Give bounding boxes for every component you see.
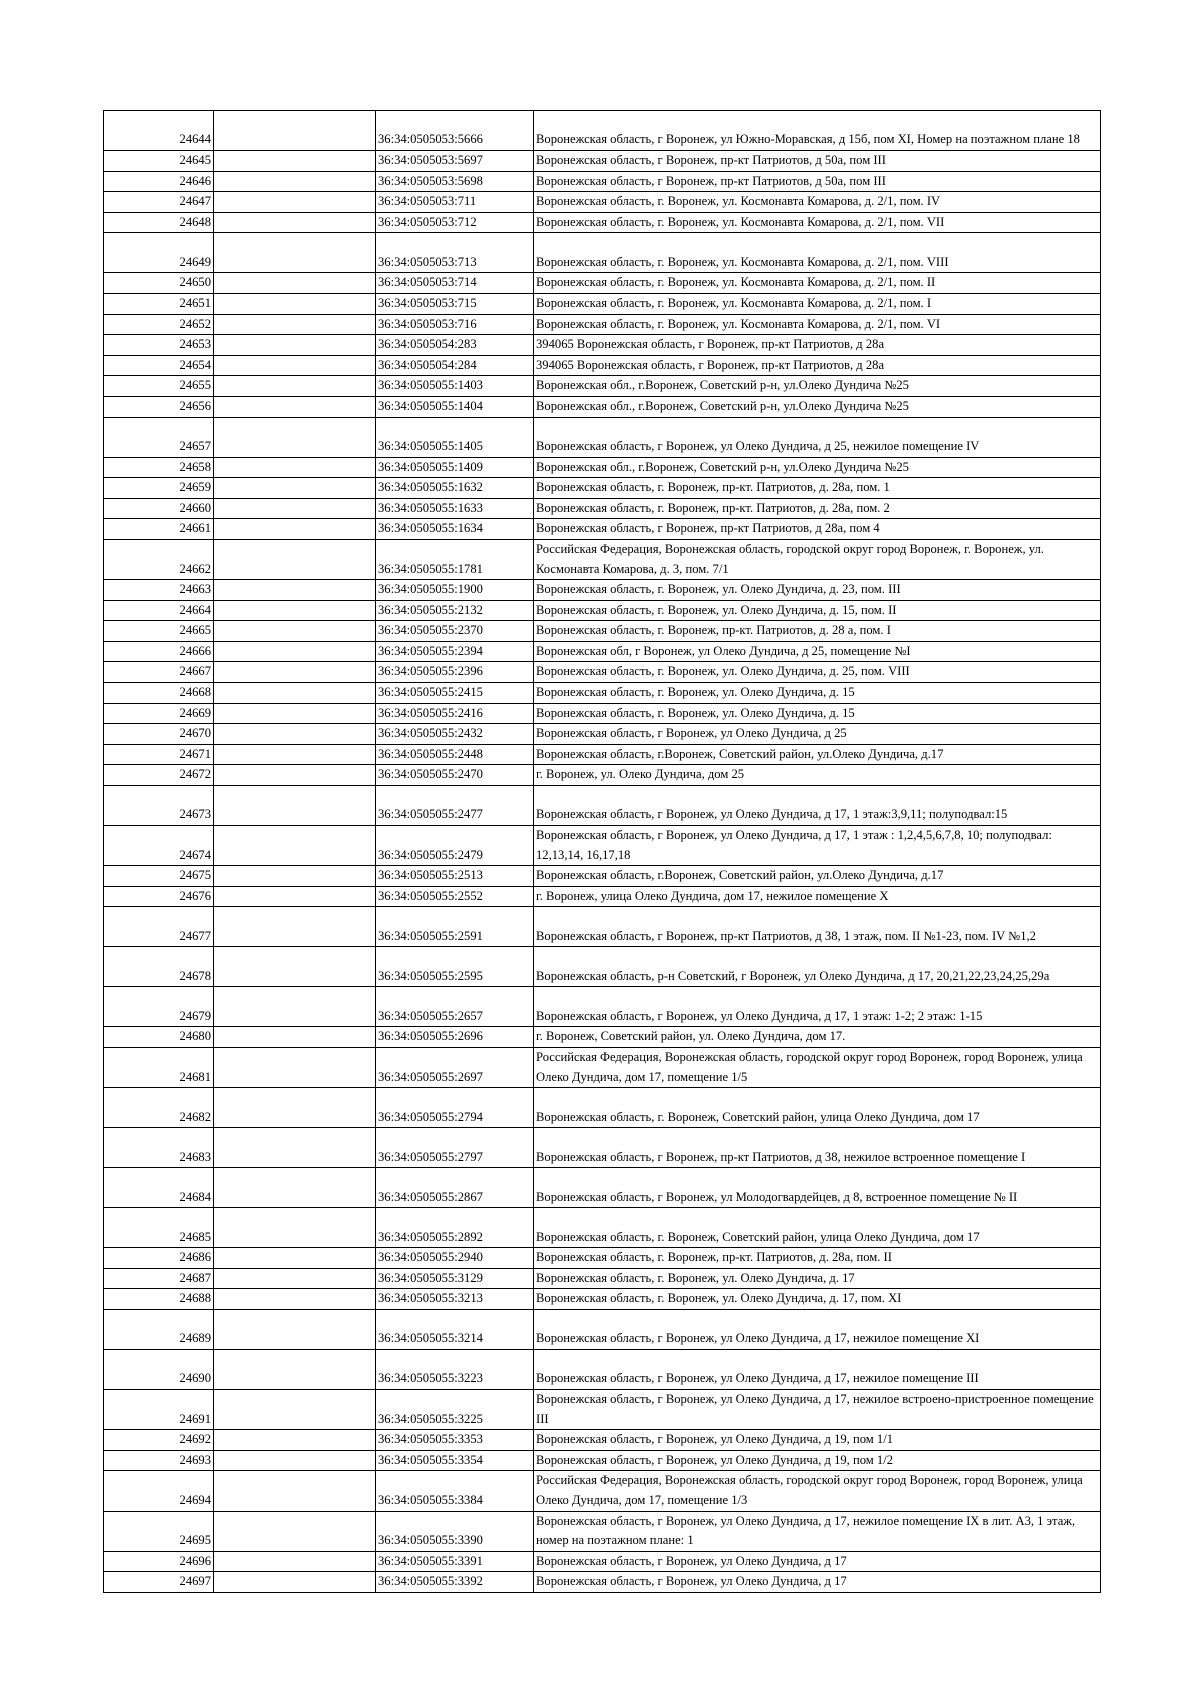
cadastral-number-cell: 36:34:0505055:3354 — [376, 1450, 534, 1471]
table-row — [104, 580, 1101, 601]
table-row — [104, 1551, 1101, 1572]
record-number-cell: 24693 — [104, 1450, 214, 1471]
empty-cell — [214, 826, 376, 866]
table-row — [104, 1471, 1101, 1511]
cadastral-number-cell: 36:34:0505055:2513 — [376, 866, 534, 887]
address-cell: Воронежская область, г Воронеж, ул Олеко Дундича, д 17, нежилое помещение XI — [534, 1309, 1101, 1349]
empty-cell — [214, 1268, 376, 1289]
empty-cell — [214, 662, 376, 683]
cadastral-number-cell: 36:34:0505055:2432 — [376, 724, 534, 745]
table-row — [104, 293, 1101, 314]
table-row — [104, 907, 1101, 947]
record-number-cell: 24647 — [104, 192, 214, 213]
record-number-cell: 24674 — [104, 826, 214, 866]
address-cell: Воронежская область, г Воронеж, ул Олеко Дундича, д 17, 1 этаж: 1-2; 2 этаж: 1-15 — [534, 987, 1101, 1027]
address-cell: Воронежская область, г Воронеж, ул Олеко Дундича, д 25 — [534, 724, 1101, 745]
cadastral-number-cell: 36:34:0505055:2448 — [376, 744, 534, 765]
record-number-cell: 24653 — [104, 335, 214, 356]
empty-cell — [214, 457, 376, 478]
table-row — [104, 621, 1101, 642]
empty-cell — [214, 1128, 376, 1168]
address-cell: Воронежская область, г Воронеж, ул Молодогвардейцев, д 8, встроенное помещение № II — [534, 1168, 1101, 1208]
table-row — [104, 662, 1101, 683]
table-row — [104, 866, 1101, 887]
empty-cell — [214, 621, 376, 642]
cadastral-number-cell: 36:34:0505055:1632 — [376, 478, 534, 499]
cadastral-number-cell: 36:34:0505055:2394 — [376, 641, 534, 662]
empty-cell — [214, 907, 376, 947]
cadastral-number-cell: 36:34:0505055:2416 — [376, 703, 534, 724]
record-number-cell: 24657 — [104, 417, 214, 457]
address-cell: Воронежская область, г. Воронеж, ул. Олеко Дундича, д. 15, пом. II — [534, 600, 1101, 621]
record-number-cell: 24692 — [104, 1430, 214, 1451]
cadastral-number-cell: 36:34:0505055:3214 — [376, 1309, 534, 1349]
table-row — [104, 703, 1101, 724]
table-row — [104, 987, 1101, 1027]
record-number-cell: 24672 — [104, 765, 214, 786]
cadastral-number-cell: 36:34:0505055:3129 — [376, 1268, 534, 1289]
address-cell: Воронежская обл, г Воронеж, ул Олеко Дундича, д 25, помещение №I — [534, 641, 1101, 662]
empty-cell — [214, 765, 376, 786]
table-row — [104, 947, 1101, 987]
address-cell: Российская Федерация, Воронежская область, городской округ город Воронеж, г. Воронеж, ул. Космонавта Комарова, д. 3, пом. 7/1 — [534, 539, 1101, 579]
table-row — [104, 1168, 1101, 1208]
empty-cell — [214, 171, 376, 192]
address-cell: г. Воронеж, ул. Олеко Дундича, дом 25 — [534, 765, 1101, 786]
address-cell: Воронежская область, г.Воронеж, Советский район, ул.Олеко Дундича, д.17 — [534, 744, 1101, 765]
cadastral-number-cell: 36:34:0505055:1405 — [376, 417, 534, 457]
address-cell: Воронежская область, г. Воронеж, ул. Олеко Дундича, д. 17 — [534, 1268, 1101, 1289]
table-row — [104, 826, 1101, 866]
address-cell: Воронежская область, г. Воронеж, ул. Космонавта Комарова, д. 2/1, пом. VIII — [534, 233, 1101, 273]
empty-cell — [214, 293, 376, 314]
address-cell: Воронежская область, г. Воронеж, пр-кт. Патриотов, д. 28а, пом. 1 — [534, 478, 1101, 499]
empty-cell — [214, 580, 376, 601]
record-number-cell: 24696 — [104, 1551, 214, 1572]
empty-cell — [214, 1027, 376, 1048]
cadastral-number-cell: 36:34:0505055:2470 — [376, 765, 534, 786]
address-cell: Воронежская область, г Воронеж, ул Олеко Дундича, д 25, нежилое помещение IV — [534, 417, 1101, 457]
table-row — [104, 1027, 1101, 1048]
record-number-cell: 24651 — [104, 293, 214, 314]
address-cell: Воронежская область, р-н Советский, г Воронеж, ул Олеко Дундича, д 17, 20,21,22,23,24,25,29а — [534, 947, 1101, 987]
cadastral-number-cell: 36:34:0505055:2415 — [376, 683, 534, 704]
record-number-cell: 24644 — [104, 111, 214, 151]
address-cell: Воронежская область, г Воронеж, ул Олеко Дундича, д 17, нежилое помещение IX в лит. А3, 1 этаж, номер на поэтажном плане: 1 — [534, 1511, 1101, 1551]
cadastral-number-cell: 36:34:0505055:3392 — [376, 1572, 534, 1593]
cadastral-number-cell: 36:34:0505055:2396 — [376, 662, 534, 683]
table-row — [104, 1248, 1101, 1269]
empty-cell — [214, 539, 376, 579]
address-cell: Воронежская область, г. Воронеж, Советский район, улица Олеко Дундича, дом 17 — [534, 1088, 1101, 1128]
record-number-cell: 24650 — [104, 273, 214, 294]
table-row — [104, 335, 1101, 356]
cadastral-number-cell: 36:34:0505054:283 — [376, 335, 534, 356]
record-number-cell: 24679 — [104, 987, 214, 1027]
address-cell: 394065 Воронежская область, г Воронеж, пр-кт Патриотов, д 28а — [534, 355, 1101, 376]
registry-table-body — [104, 111, 1101, 1593]
address-cell: Воронежская обл., г.Воронеж, Советский р-н, ул.Олеко Дундича №25 — [534, 396, 1101, 417]
empty-cell — [214, 417, 376, 457]
address-cell: г. Воронеж, Советский район, ул. Олеко Дундича, дом 17. — [534, 1027, 1101, 1048]
table-row — [104, 273, 1101, 294]
cadastral-number-cell: 36:34:0505055:2552 — [376, 886, 534, 907]
table-row — [104, 683, 1101, 704]
address-cell: Воронежская область, г Воронеж, пр-кт Патриотов, д 38, 1 этаж, пом. II №1-23, пом. IV №1,2 — [534, 907, 1101, 947]
cadastral-number-cell: 36:34:0505053:5698 — [376, 171, 534, 192]
cadastral-number-cell: 36:34:0505053:713 — [376, 233, 534, 273]
empty-cell — [214, 314, 376, 335]
cadastral-number-cell: 36:34:0505055:2696 — [376, 1027, 534, 1048]
table-row — [104, 1088, 1101, 1128]
address-cell: Воронежская область, г Воронеж, ул Олеко Дундича, д 19, пом 1/2 — [534, 1450, 1101, 1471]
address-cell: Воронежская область, г. Воронеж, пр-кт. Патриотов, д. 28 а, пом. I — [534, 621, 1101, 642]
empty-cell — [214, 641, 376, 662]
empty-cell — [214, 396, 376, 417]
address-cell: Воронежская область, г Воронеж, ул Олеко Дундича, д 17 — [534, 1551, 1101, 1572]
cadastral-number-cell: 36:34:0505055:2797 — [376, 1128, 534, 1168]
record-number-cell: 24663 — [104, 580, 214, 601]
empty-cell — [214, 1511, 376, 1551]
address-cell: Воронежская обл., г.Воронеж, Советский р-н, ул.Олеко Дундича №25 — [534, 376, 1101, 397]
cadastral-number-cell: 36:34:0505054:284 — [376, 355, 534, 376]
address-cell: Воронежская область, г Воронеж, ул Южно-Моравская, д 15б, пом XI, Номер на поэтажном плане 18 — [534, 111, 1101, 151]
cadastral-number-cell: 36:34:0505053:711 — [376, 192, 534, 213]
empty-cell — [214, 1248, 376, 1269]
address-cell: Воронежская область, г Воронеж, ул Олеко Дундича, д 19, пом 1/1 — [534, 1430, 1101, 1451]
empty-cell — [214, 273, 376, 294]
table-row — [104, 192, 1101, 213]
record-number-cell: 24652 — [104, 314, 214, 335]
cadastral-number-cell: 36:34:0505055:2892 — [376, 1208, 534, 1248]
record-number-cell: 24667 — [104, 662, 214, 683]
record-number-cell: 24654 — [104, 355, 214, 376]
cadastral-number-cell: 36:34:0505055:2940 — [376, 1248, 534, 1269]
address-cell: Воронежская область, г. Воронеж, ул. Олеко Дундича, д. 15 — [534, 683, 1101, 704]
record-number-cell: 24646 — [104, 171, 214, 192]
address-cell: Воронежская область, г Воронеж, пр-кт Патриотов, д 38, нежилое встроенное помещение I — [534, 1128, 1101, 1168]
cadastral-number-cell: 36:34:0505055:3223 — [376, 1349, 534, 1389]
record-number-cell: 24687 — [104, 1268, 214, 1289]
record-number-cell: 24645 — [104, 151, 214, 172]
table-row — [104, 1309, 1101, 1349]
empty-cell — [214, 987, 376, 1027]
address-cell: Воронежская область, г. Воронеж, пр-кт. Патриотов, д. 28а, пом. 2 — [534, 498, 1101, 519]
empty-cell — [214, 1208, 376, 1248]
empty-cell — [214, 1430, 376, 1451]
cadastral-number-cell: 36:34:0505055:1781 — [376, 539, 534, 579]
record-number-cell: 24655 — [104, 376, 214, 397]
cadastral-number-cell: 36:34:0505055:3390 — [376, 1511, 534, 1551]
table-row — [104, 1289, 1101, 1310]
cadastral-number-cell: 36:34:0505055:2595 — [376, 947, 534, 987]
empty-cell — [214, 1572, 376, 1593]
record-number-cell: 24686 — [104, 1248, 214, 1269]
table-row — [104, 1450, 1101, 1471]
empty-cell — [214, 744, 376, 765]
record-number-cell: 24691 — [104, 1389, 214, 1429]
cadastral-number-cell: 36:34:0505055:2794 — [376, 1088, 534, 1128]
cadastral-number-cell: 36:34:0505055:1403 — [376, 376, 534, 397]
record-number-cell: 24671 — [104, 744, 214, 765]
table-row — [104, 724, 1101, 745]
empty-cell — [214, 519, 376, 540]
empty-cell — [214, 1289, 376, 1310]
table-row — [104, 498, 1101, 519]
address-cell: Воронежская область, г. Воронеж, Советский район, улица Олеко Дундича, дом 17 — [534, 1208, 1101, 1248]
table-row — [104, 1430, 1101, 1451]
record-number-cell: 24656 — [104, 396, 214, 417]
empty-cell — [214, 212, 376, 233]
table-row — [104, 355, 1101, 376]
record-number-cell: 24694 — [104, 1471, 214, 1511]
cadastral-number-cell: 36:34:0505055:1404 — [376, 396, 534, 417]
empty-cell — [214, 498, 376, 519]
address-cell: Воронежская область, г Воронеж, ул Олеко Дундича, д 17, нежилое встроено-пристроенное помещение III — [534, 1389, 1101, 1429]
record-number-cell: 24668 — [104, 683, 214, 704]
cadastral-number-cell: 36:34:0505053:715 — [376, 293, 534, 314]
empty-cell — [214, 866, 376, 887]
cadastral-number-cell: 36:34:0505055:2370 — [376, 621, 534, 642]
address-cell: Воронежская область, г. Воронеж, ул. Космонавта Комарова, д. 2/1, пом. VII — [534, 212, 1101, 233]
table-row — [104, 1511, 1101, 1551]
empty-cell — [214, 335, 376, 356]
address-cell: Воронежская область, г Воронеж, пр-кт Патриотов, д 50а, пом III — [534, 171, 1101, 192]
empty-cell — [214, 1551, 376, 1572]
record-number-cell: 24678 — [104, 947, 214, 987]
table-row — [104, 111, 1101, 151]
empty-cell — [214, 947, 376, 987]
record-number-cell: 24669 — [104, 703, 214, 724]
record-number-cell: 24684 — [104, 1168, 214, 1208]
table-row — [104, 212, 1101, 233]
table-row — [104, 786, 1101, 826]
table-row — [104, 457, 1101, 478]
cadastral-number-cell: 36:34:0505055:1409 — [376, 457, 534, 478]
record-number-cell: 24660 — [104, 498, 214, 519]
record-number-cell: 24677 — [104, 907, 214, 947]
record-number-cell: 24689 — [104, 1309, 214, 1349]
cadastral-number-cell: 36:34:0505053:5666 — [376, 111, 534, 151]
table-row — [104, 233, 1101, 273]
table-row — [104, 1128, 1101, 1168]
empty-cell — [214, 600, 376, 621]
table-row — [104, 519, 1101, 540]
empty-cell — [214, 1450, 376, 1471]
record-number-cell: 24648 — [104, 212, 214, 233]
cadastral-number-cell: 36:34:0505055:3213 — [376, 1289, 534, 1310]
table-row — [104, 396, 1101, 417]
address-cell: Воронежская область, г. Воронеж, ул. Олеко Дундича, д. 25, пом. VIII — [534, 662, 1101, 683]
table-row — [104, 314, 1101, 335]
empty-cell — [214, 478, 376, 499]
empty-cell — [214, 355, 376, 376]
table-row — [104, 1268, 1101, 1289]
cadastral-number-cell: 36:34:0505055:3391 — [376, 1551, 534, 1572]
address-cell: Воронежская область, г Воронеж, пр-кт Патриотов, д 50а, пом III — [534, 151, 1101, 172]
record-number-cell: 24661 — [104, 519, 214, 540]
empty-cell — [214, 111, 376, 151]
cadastral-number-cell: 36:34:0505055:2867 — [376, 1168, 534, 1208]
empty-cell — [214, 1309, 376, 1349]
cadastral-number-cell: 36:34:0505055:2479 — [376, 826, 534, 866]
address-cell: Воронежская область, г Воронеж, ул Олеко Дундича, д 17, нежилое помещение III — [534, 1349, 1101, 1389]
address-cell: Воронежская область, г Воронеж, ул Олеко Дундича, д 17, 1 этаж : 1,2,4,5,6,7,8, 10; полуподвал: 12,13,14, 16,17,18 — [534, 826, 1101, 866]
empty-cell — [214, 1048, 376, 1088]
record-number-cell: 24688 — [104, 1289, 214, 1310]
empty-cell — [214, 886, 376, 907]
record-number-cell: 24675 — [104, 866, 214, 887]
cadastral-number-cell: 36:34:0505055:2657 — [376, 987, 534, 1027]
empty-cell — [214, 1349, 376, 1389]
empty-cell — [214, 1471, 376, 1511]
address-cell: Воронежская область, г. Воронеж, ул. Олеко Дундича, д. 15 — [534, 703, 1101, 724]
record-number-cell: 24685 — [104, 1208, 214, 1248]
cadastral-number-cell: 36:34:0505053:712 — [376, 212, 534, 233]
cadastral-number-cell: 36:34:0505055:3225 — [376, 1389, 534, 1429]
table-row — [104, 886, 1101, 907]
cadastral-number-cell: 36:34:0505055:3384 — [376, 1471, 534, 1511]
record-number-cell: 24666 — [104, 641, 214, 662]
address-cell: Воронежская область, г. Воронеж, ул. Космонавта Комарова, д. 2/1, пом. IV — [534, 192, 1101, 213]
table-row — [104, 151, 1101, 172]
address-cell: Воронежская область, г Воронеж, ул Олеко Дундича, д 17 — [534, 1572, 1101, 1593]
cadastral-number-cell: 36:34:0505055:1900 — [376, 580, 534, 601]
cadastral-number-cell: 36:34:0505053:5697 — [376, 151, 534, 172]
empty-cell — [214, 151, 376, 172]
table-row — [104, 417, 1101, 457]
address-cell: Российская Федерация, Воронежская область, городской округ город Воронеж, город Воронеж, улица Олеко Дундича, дом 17, помещение 1/5 — [534, 1048, 1101, 1088]
cadastral-number-cell: 36:34:0505053:716 — [376, 314, 534, 335]
table-row — [104, 539, 1101, 579]
record-number-cell: 24649 — [104, 233, 214, 273]
table-row — [104, 600, 1101, 621]
cadastral-number-cell: 36:34:0505055:1634 — [376, 519, 534, 540]
cadastral-number-cell: 36:34:0505055:2132 — [376, 600, 534, 621]
cadastral-number-cell: 36:34:0505055:2697 — [376, 1048, 534, 1088]
table-row — [104, 171, 1101, 192]
empty-cell — [214, 376, 376, 397]
empty-cell — [214, 233, 376, 273]
record-number-cell: 24680 — [104, 1027, 214, 1048]
table-row — [104, 376, 1101, 397]
record-number-cell: 24673 — [104, 786, 214, 826]
address-cell: Воронежская область, г.Воронеж, Советский район, ул.Олеко Дундича, д.17 — [534, 866, 1101, 887]
empty-cell — [214, 1088, 376, 1128]
address-cell: г. Воронеж, улица Олеко Дундича, дом 17, нежилое помещение Х — [534, 886, 1101, 907]
table-row — [104, 744, 1101, 765]
address-cell: Воронежская область, г. Воронеж, пр-кт. Патриотов, д. 28а, пом. II — [534, 1248, 1101, 1269]
record-number-cell: 24676 — [104, 886, 214, 907]
empty-cell — [214, 192, 376, 213]
cadastral-number-cell: 36:34:0505055:1633 — [376, 498, 534, 519]
empty-cell — [214, 1389, 376, 1429]
address-cell: Российская Федерация, Воронежская область, городской округ город Воронеж, город Воронеж, улица Олеко Дундича, дом 17, помещение 1/3 — [534, 1471, 1101, 1511]
table-row — [104, 1208, 1101, 1248]
record-number-cell: 24681 — [104, 1048, 214, 1088]
cadastral-number-cell: 36:34:0505055:2477 — [376, 786, 534, 826]
address-cell: Воронежская область, г. Воронеж, ул. Космонавта Комарова, д. 2/1, пом. I — [534, 293, 1101, 314]
empty-cell — [214, 1168, 376, 1208]
table-row — [104, 641, 1101, 662]
table-row — [104, 765, 1101, 786]
record-number-cell: 24670 — [104, 724, 214, 745]
record-number-cell: 24683 — [104, 1128, 214, 1168]
empty-cell — [214, 724, 376, 745]
address-cell: Воронежская область, г. Воронеж, ул. Космонавта Комарова, д. 2/1, пом. VI — [534, 314, 1101, 335]
record-number-cell: 24695 — [104, 1511, 214, 1551]
empty-cell — [214, 786, 376, 826]
address-cell: Воронежская область, г Воронеж, ул Олеко Дундича, д 17, 1 этаж:3,9,11; полуподвал:15 — [534, 786, 1101, 826]
property-registry-table — [103, 110, 1101, 1593]
table-row — [104, 1349, 1101, 1389]
record-number-cell: 24682 — [104, 1088, 214, 1128]
table-row — [104, 1048, 1101, 1088]
record-number-cell: 24697 — [104, 1572, 214, 1593]
record-number-cell: 24659 — [104, 478, 214, 499]
record-number-cell: 24658 — [104, 457, 214, 478]
cadastral-number-cell: 36:34:0505055:2591 — [376, 907, 534, 947]
empty-cell — [214, 683, 376, 704]
cadastral-number-cell: 36:34:0505053:714 — [376, 273, 534, 294]
record-number-cell: 24690 — [104, 1349, 214, 1389]
address-cell: Воронежская область, г. Воронеж, ул. Олеко Дундича, д. 23, пом. III — [534, 580, 1101, 601]
record-number-cell: 24662 — [104, 539, 214, 579]
address-cell: Воронежская область, г. Воронеж, ул. Космонавта Комарова, д. 2/1, пом. II — [534, 273, 1101, 294]
table-row — [104, 1572, 1101, 1593]
table-row — [104, 1389, 1101, 1429]
empty-cell — [214, 703, 376, 724]
table-row — [104, 478, 1101, 499]
cadastral-number-cell: 36:34:0505055:3353 — [376, 1430, 534, 1451]
record-number-cell: 24664 — [104, 600, 214, 621]
address-cell: 394065 Воронежская область, г Воронеж, пр-кт Патриотов, д 28а — [534, 335, 1101, 356]
address-cell: Воронежская обл., г.Воронеж, Советский р-н, ул.Олеко Дундича №25 — [534, 457, 1101, 478]
record-number-cell: 24665 — [104, 621, 214, 642]
address-cell: Воронежская область, г. Воронеж, ул. Олеко Дундича, д. 17, пом. XI — [534, 1289, 1101, 1310]
address-cell: Воронежская область, г Воронеж, пр-кт Патриотов, д 28а, пом 4 — [534, 519, 1101, 540]
